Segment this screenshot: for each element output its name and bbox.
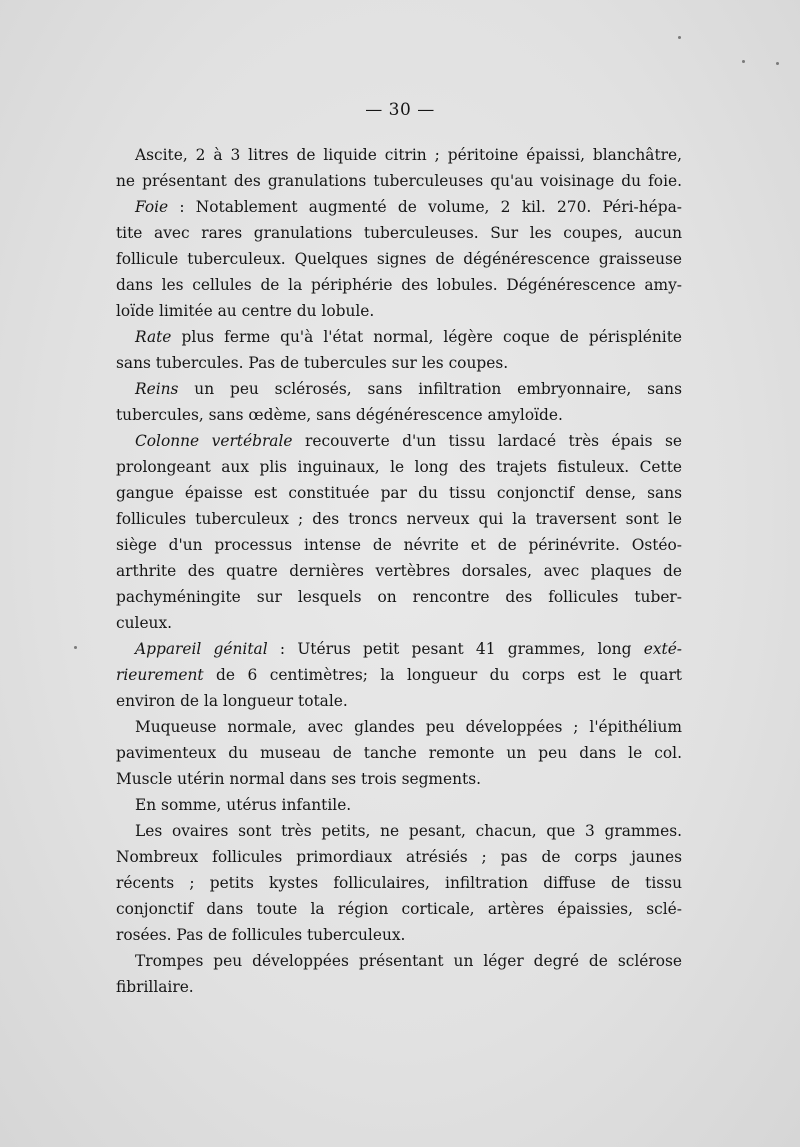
paper-speck <box>74 646 77 649</box>
text-line <box>116 818 682 844</box>
italic-term: Foie <box>135 198 169 216</box>
paper-speck <box>742 60 745 63</box>
text-segment: Ascite, 2 à 3 litres de liquide citrin ; péritoine épaissi, blanchâtre, <box>135 146 682 164</box>
paper-speck <box>678 36 681 39</box>
text-line <box>116 714 682 740</box>
text-line <box>116 480 682 506</box>
text-segment: dans les cellules de la périphérie des lobules. Dégénérescence amy- <box>116 276 682 294</box>
text-segment: Muqueuse normale, avec glandes peu développées ; l'épithélium <box>135 718 682 736</box>
text-segment: sans tubercules. Pas de tubercules sur les coupes. <box>116 354 509 372</box>
text-line <box>116 870 682 896</box>
text-line <box>116 558 682 584</box>
text-line <box>116 922 682 948</box>
text-segment: : Notablement augmenté de volume, 2 kil. 270. Péri-hépa- <box>168 198 682 216</box>
text-segment: Nombreux follicules primordiaux atrésiés ; pas de corps jaunes <box>116 848 682 866</box>
text-segment: récents ; petits kystes folliculaires, infiltration diffuse de tissu <box>116 874 682 892</box>
text-line <box>116 532 682 558</box>
italic-term: Reins <box>135 380 179 398</box>
text-segment: loïde limitée au centre du lobule. <box>116 302 375 320</box>
text-line <box>116 584 682 610</box>
italic-term: exté- <box>643 640 682 658</box>
text-segment: En somme, utérus infantile. <box>135 796 352 814</box>
text-segment: de 6 centimètres; la longueur du corps est le quart <box>203 666 682 684</box>
text-line <box>116 168 682 194</box>
text-segment: pavimenteux du museau de tanche remonte un peu dans le col. <box>116 744 682 762</box>
text-segment: un peu sclérosés, sans infiltration embryonnaire, sans <box>178 380 682 398</box>
paper-speck <box>776 62 779 65</box>
text-segment: plus ferme qu'à l'état normal, légère coque de périsplénite <box>171 328 682 346</box>
text-line <box>116 428 682 454</box>
text-segment: fibrillaire. <box>116 978 194 996</box>
italic-term: rieurement <box>116 666 204 684</box>
italic-term: Appareil génital <box>135 640 268 658</box>
text-line <box>116 792 682 818</box>
text-line <box>116 194 682 220</box>
text-segment: tite avec rares granulations tuberculeuses. Sur les coupes, aucun <box>116 224 682 242</box>
italic-term: Rate <box>135 328 172 346</box>
text-line <box>116 974 682 1000</box>
text-line <box>116 844 682 870</box>
text-segment: tubercules, sans œdème, sans dégénérescence amyloïde. <box>116 406 563 424</box>
text-line <box>116 896 682 922</box>
text-segment: ne présentant des granulations tuberculeuses qu'au voisinage du foie. <box>116 172 682 190</box>
text-segment: arthrite des quatre dernières vertèbres dorsales, avec plaques de <box>116 562 682 580</box>
text-segment: prolongeant aux plis inguinaux, le long des trajets fistuleux. Cette <box>116 458 682 476</box>
text-line <box>116 350 682 376</box>
text-segment: Les ovaires sont très petits, ne pesant, chacun, que 3 grammes. <box>135 822 682 840</box>
text-line <box>116 220 682 246</box>
text-segment: pachyméningite sur lesquels on rencontre des follicules tuber- <box>116 588 682 606</box>
text-line <box>116 636 682 662</box>
text-line <box>116 610 682 636</box>
text-segment: siège d'un processus intense de névrite et de périnévrite. Ostéo- <box>116 536 682 554</box>
text-line <box>116 454 682 480</box>
text-line <box>116 402 682 428</box>
text-line <box>116 740 682 766</box>
text-line <box>116 298 682 324</box>
text-line <box>116 948 682 974</box>
text-line <box>116 142 682 168</box>
text-segment: Muscle utérin normal dans ses trois segments. <box>116 770 482 788</box>
text-segment: : Utérus petit pesant 41 grammes, long <box>267 640 644 658</box>
text-segment: culeux. <box>116 614 173 632</box>
text-segment: environ de la longueur totale. <box>116 692 348 710</box>
text-line <box>116 662 682 688</box>
text-segment: Trompes peu développées présentant un léger degré de sclérose <box>135 952 682 970</box>
page-number: — 30 — <box>365 100 435 120</box>
text-segment: follicule tuberculeux. Quelques signes de dégénérescence graisseuse <box>116 250 682 268</box>
text-line <box>116 766 682 792</box>
body-text <box>116 142 682 1000</box>
text-segment: rosées. Pas de follicules tuberculeux. <box>116 926 406 944</box>
text-line <box>116 246 682 272</box>
text-line <box>116 688 682 714</box>
text-segment: gangue épaisse est constituée par du tissu conjonctif dense, sans <box>116 484 682 502</box>
text-line <box>116 272 682 298</box>
text-segment: recouverte d'un tissu lardacé très épais se <box>292 432 682 450</box>
text-segment: conjonctif dans toute la région corticale, artères épaissies, sclé- <box>116 900 682 918</box>
text-line <box>116 324 682 350</box>
text-line <box>116 506 682 532</box>
text-segment: follicules tuberculeux ; des troncs nerveux qui la traversent sont le <box>116 510 682 528</box>
italic-term: Colonne vertébrale <box>135 432 293 450</box>
text-line <box>116 376 682 402</box>
